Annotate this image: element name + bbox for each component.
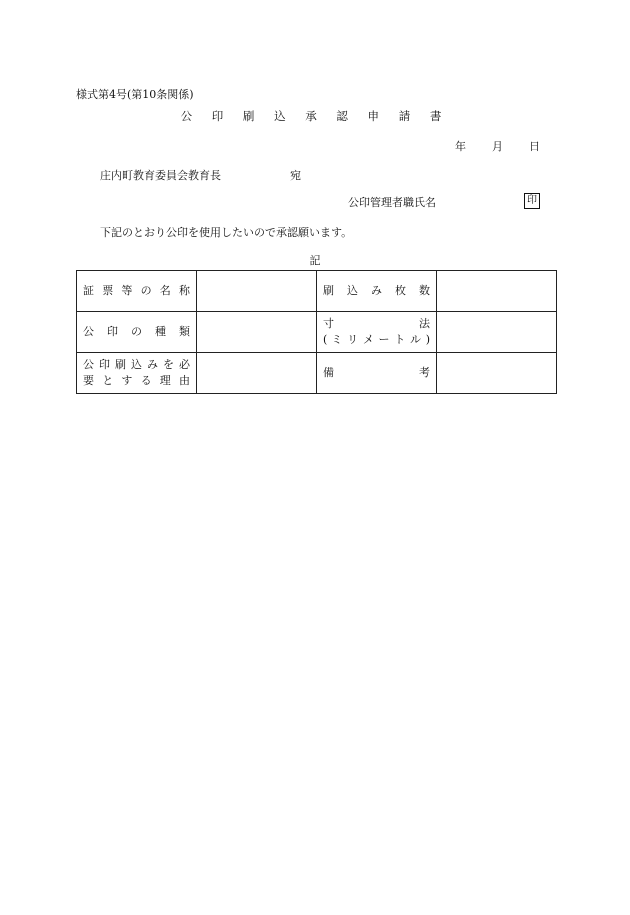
addressee-suffix: 宛 — [290, 169, 301, 182]
value-reason[interactable] — [197, 353, 317, 394]
date-line — [429, 138, 540, 154]
ki-heading: 記 — [309, 254, 321, 267]
value-dimensions[interactable] — [437, 312, 557, 353]
label-dimensions: 寸 法 ( ミ リ メ ー ト ル ) — [317, 312, 437, 353]
label-seal-type: 公 印 の 種 類 — [77, 312, 197, 353]
intro-text: 下記のとおり公印を使用したいので承認願います。 — [100, 226, 353, 239]
addressee-name: 庄内町教育委員会教育長 — [100, 169, 221, 182]
table-row — [77, 312, 557, 353]
application-table — [76, 270, 557, 394]
date-month: 月 — [492, 140, 503, 153]
label-remarks: 備 考 — [317, 353, 437, 394]
label-certificate-name: 証 票 等 の 名 称 — [77, 271, 197, 312]
value-certificate-name[interactable] — [197, 271, 317, 312]
form-number: 様式第4号(第10条関係) — [76, 88, 194, 101]
label-print-count: 刷 込 み 枚 数 — [317, 271, 437, 312]
applicant-label: 公印管理者職氏名 — [348, 196, 436, 209]
value-print-count[interactable] — [437, 271, 557, 312]
table-row — [77, 271, 557, 312]
table-row — [77, 353, 557, 394]
value-remarks[interactable] — [437, 353, 557, 394]
seal-mark: 印 — [524, 193, 540, 209]
document-title: 公 印 刷 込 承 認 申 請 書 — [180, 109, 450, 123]
label-reason: 公 印 刷 込 み を 必 要 と す る 理 由 — [77, 353, 197, 394]
value-seal-type[interactable] — [197, 312, 317, 353]
date-day: 日 — [529, 140, 540, 153]
addressee — [100, 167, 301, 183]
date-year: 年 — [455, 140, 466, 153]
